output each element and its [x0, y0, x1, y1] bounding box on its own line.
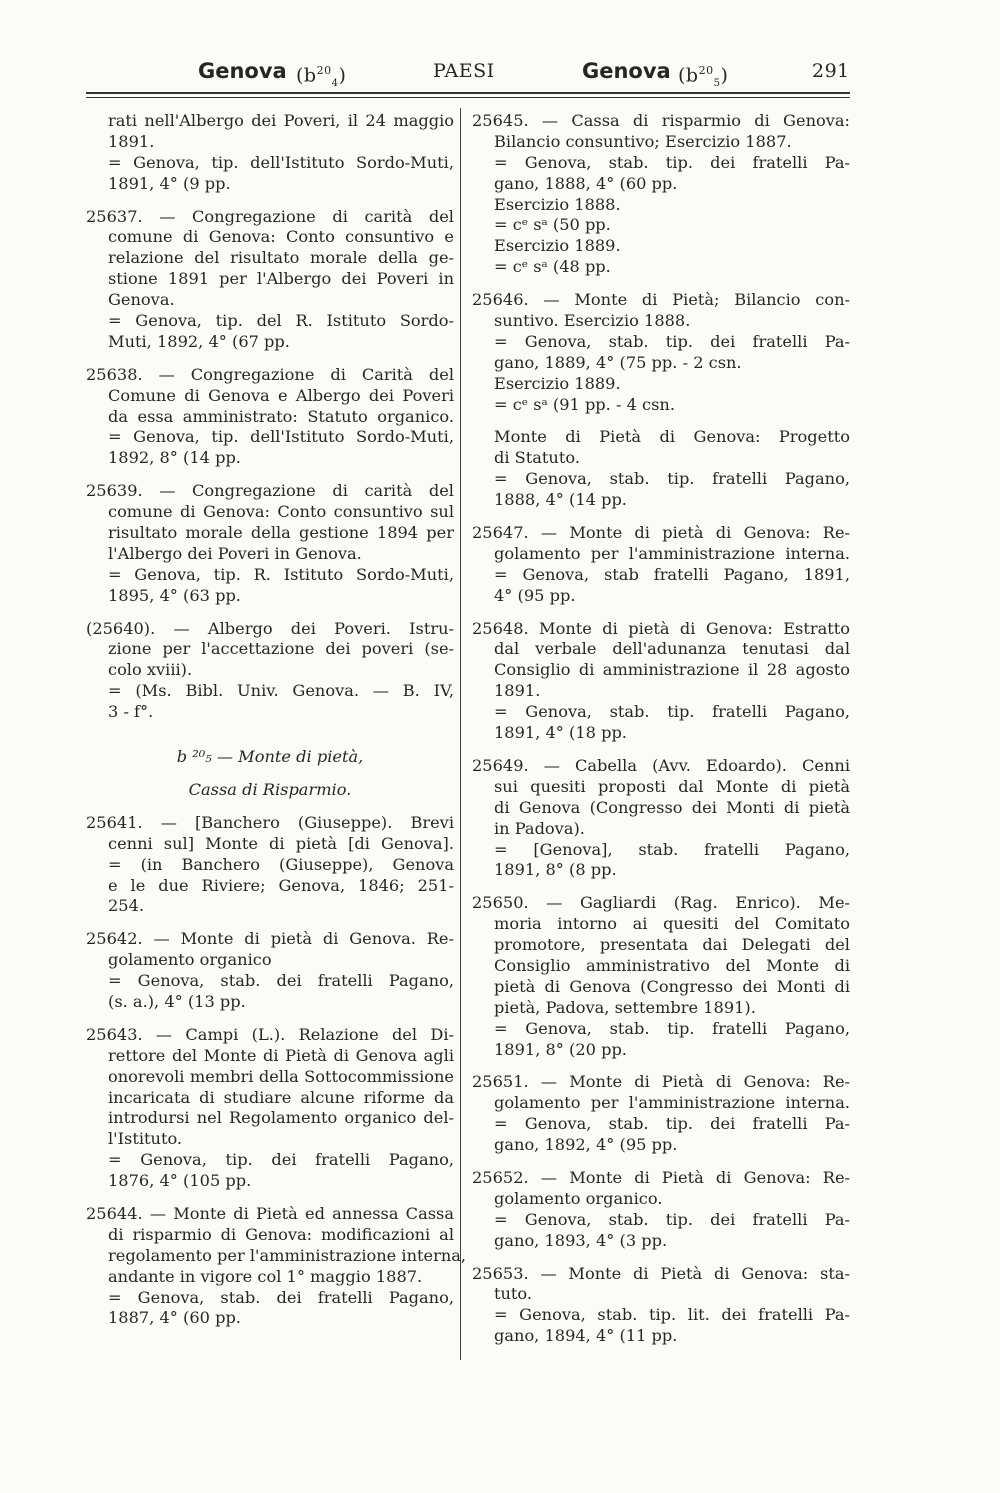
header-left-sig-sup: 20: [316, 64, 332, 77]
left-column-text-line: golamento organico: [108, 950, 272, 970]
right-column-text-line: golamento organico.: [494, 1188, 663, 1208]
left-column-text-line: stione 1891 per l'Albergo dei Poveri in: [108, 269, 454, 289]
header-right-sig-sub: 5: [713, 78, 721, 90]
right-column-text-line: moria intorno ai quesiti del Comitato: [494, 914, 850, 934]
right-column-text-line: Consiglio di amministrazione il 28 agosto: [494, 660, 850, 680]
right-column-text-line: = Genova, stab. tip. dei fratelli Pa-: [494, 1114, 850, 1134]
right-column-text-line: = cᵉ sᵃ (91 pp. - 4 csn.: [494, 394, 675, 414]
right-column-text-line: = Genova, stab fratelli Pagano, 1891,: [494, 564, 850, 584]
right-column-spacer: [472, 1060, 850, 1072]
right-column-spacer: [472, 744, 850, 756]
right-column-text-line: 25651. — Monte di Pietà di Genova: Re-: [472, 1072, 850, 1092]
left-column-text-line: Cassa di Risparmio.: [188, 779, 352, 799]
right-column-text-line: suntivo. Esercizio 1888.: [494, 311, 691, 331]
right-column: [472, 111, 850, 1347]
right-column-text-line: gano, 1889, 4° (75 pp. - 2 csn.: [494, 352, 742, 372]
header-rule-top: [86, 92, 850, 94]
right-column-text-line: 4° (95 pp.: [494, 585, 576, 605]
left-column-text-line: l'Albergo dei Poveri in Genova.: [108, 543, 362, 563]
left-column-text-line: 3 - f°.: [108, 702, 154, 722]
left-column-text-line: colo xviii).: [108, 660, 193, 680]
left-column-text-line: e le due Riviere; Genova, 1846; 251-: [108, 875, 454, 895]
left-column-text-line: 25639. — Congregazione di carità del: [86, 481, 454, 501]
running-header: [0, 54, 1000, 94]
right-column-text-line: 25652. — Monte di Pietà di Genova: Re-: [472, 1167, 850, 1187]
left-column-spacer: [86, 917, 454, 929]
right-column-text-line: = cᵉ sᵃ (50 pp.: [494, 215, 611, 235]
left-column-text-line: regolamento per l'amministrazione interna,: [108, 1245, 467, 1265]
right-column-text-line: 1891, 8° (20 pp.: [494, 1039, 627, 1059]
left-column-spacer: [86, 735, 454, 747]
right-column-text-line: di Genova (Congresso dei Monti di pietà: [494, 797, 850, 817]
left-column-text-line: Muti, 1892, 4° (67 pp.: [108, 331, 290, 351]
right-column-text-line: promotore, presentata dai Delegati del: [494, 935, 850, 955]
header-left-title: Genova: [198, 59, 287, 83]
right-column-spacer: [472, 415, 850, 427]
header-right-signature: [678, 54, 728, 101]
left-column-text-line: da essa amministrato: Statuto organico.: [108, 406, 454, 426]
right-column-text-line: golamento per l'amministrazione interna.: [494, 543, 850, 563]
header-left-sig-close: ): [338, 64, 347, 87]
left-column-text-line: andante in vigore col 1° maggio 1887.: [108, 1266, 423, 1286]
left-column-text-line: comune di Genova: Conto consuntivo e: [108, 227, 454, 247]
left-column-text-line: 1892, 8° (14 pp.: [108, 448, 241, 468]
right-column-text-line: 25653. — Monte di Pietà di Genova: sta-: [472, 1263, 850, 1283]
right-column-text-line: Bilancio consuntivo; Esercizio 1887.: [494, 131, 792, 151]
left-column-text-line: = Genova, tip. dei fratelli Pagano,: [108, 1150, 454, 1170]
left-column-spacer: [86, 801, 454, 813]
left-column-spacer: [86, 768, 454, 780]
left-column-text-line: = Genova, stab. dei fratelli Pagano,: [108, 1287, 454, 1307]
left-column-text-line: incaricata di studiare alcune riforme da: [108, 1087, 454, 1107]
left-column-text-line: comune di Genova: Conto consuntivo sul: [108, 502, 454, 522]
left-column-text-line: introdursi nel Regolamento organico del-: [108, 1108, 454, 1128]
right-column-text-line: pietà, Padova, settembre 1891).: [494, 997, 756, 1017]
left-column-spacer: [86, 607, 454, 619]
right-column-spacer: [472, 607, 850, 619]
header-right-sig-close: ): [720, 64, 729, 87]
left-column-text-line: relazione del risultato morale della ge-: [108, 248, 454, 268]
right-column-text-line: pietà di Genova (Congresso dei Monti di: [494, 976, 850, 996]
right-column-text-line: 25650. — Gagliardi (Rag. Enrico). Me-: [472, 893, 850, 913]
right-column-text-line: 1888, 4° (14 pp.: [494, 490, 627, 510]
right-column-text-line: Monte di Pietà di Genova: Progetto: [494, 427, 850, 447]
left-column-spacer: [86, 1013, 454, 1025]
header-right-sig-sup: 20: [698, 64, 714, 77]
left-column-text-line: 25643. — Campi (L.). Relazione del Di-: [86, 1024, 454, 1044]
left-column-text-line: 1891.: [108, 131, 155, 151]
left-column-text-line: = Genova, tip. dell'Istituto Sordo-Muti,: [108, 427, 454, 447]
right-column-text-line: = Genova, stab. tip. lit. dei fratelli Pa-: [494, 1305, 850, 1325]
right-column-text-line: = [Genova], stab. fratelli Pagano,: [494, 839, 850, 859]
left-column-text-line: cenni sul] Monte di pietà [di Genova].: [108, 833, 454, 853]
right-column-text-line: Consiglio amministrativo del Monte di: [494, 955, 850, 975]
left-column-text-line: 1891, 4° (9 pp.: [108, 173, 231, 193]
right-column-text-line: golamento per l'amministrazione interna.: [494, 1093, 850, 1113]
right-column-text-line: 25649. — Cabella (Avv. Edoardo). Cenni: [472, 755, 850, 775]
right-column-text-line: sui quesiti proposti dal Monte di pietà: [494, 776, 850, 796]
right-column-text-line: = Genova, stab. tip. dei fratelli Pa-: [494, 152, 850, 172]
left-column-text-line: 25644. — Monte di Pietà ed annessa Cassa: [86, 1203, 454, 1223]
right-column-text-line: gano, 1893, 4° (3 pp.: [494, 1230, 668, 1250]
left-column-text-line: = (in Banchero (Giuseppe), Genova: [108, 854, 454, 874]
left-column-text-line: = (Ms. Bibl. Univ. Genova. — B. IV,: [108, 681, 454, 701]
left-column-text-line: Genova.: [108, 290, 175, 310]
right-column-spacer: [472, 1252, 850, 1264]
right-column-text-line: 1891, 8° (8 pp.: [494, 860, 617, 880]
left-column-text-line: rettore del Monte di Pietà di Genova agli: [108, 1045, 454, 1065]
right-column-text-line: 25645. — Cassa di risparmio di Genova:: [472, 111, 850, 130]
right-column-text-line: Esercizio 1889.: [494, 373, 621, 393]
right-column-text-line: = Genova, stab. tip. fratelli Pagano,: [494, 702, 850, 722]
right-column-text-line: gano, 1888, 4° (60 pp.: [494, 173, 678, 193]
left-column-spacer: [86, 353, 454, 365]
right-column-text-line: Esercizio 1888.: [494, 194, 621, 214]
left-column-text-line: 1876, 4° (105 pp.: [108, 1171, 252, 1191]
right-column-spacer: [472, 511, 850, 523]
right-column-text-line: 25648. Monte di pietà di Genova: Estratto: [472, 618, 850, 638]
right-column-text-line: gano, 1894, 4° (11 pp.: [494, 1326, 678, 1346]
right-column-text-line: = Genova, stab. tip. fratelli Pagano,: [494, 469, 850, 489]
column-divider: [460, 108, 461, 1360]
left-column-text-line: Comune di Genova e Albergo dei Poveri: [108, 385, 454, 405]
left-column-spacer: [86, 469, 454, 481]
page-number: 291: [812, 60, 850, 82]
right-column-text-line: tuto.: [494, 1284, 533, 1304]
left-column-text-line: l'Istituto.: [108, 1129, 183, 1149]
right-column-spacer: [472, 881, 850, 893]
left-column-spacer: [86, 1192, 454, 1204]
left-column-text-line: = Genova, tip. dell'Istituto Sordo-Muti,: [108, 152, 454, 172]
left-column-text-line: = Genova, stab. dei fratelli Pagano,: [108, 971, 454, 991]
right-column-text-line: dal verbale dell'adunanza tenutasi dal: [494, 639, 850, 659]
left-column-text-line: = Genova, tip. del R. Istituto Sordo-: [108, 311, 454, 331]
left-column-text-line: b ²⁰₅ — Monte di pietà,: [176, 747, 364, 767]
left-column-text-line: rati nell'Albergo dei Poveri, il 24 maggio: [108, 111, 454, 130]
right-column-text-line: = Genova, stab. tip. dei fratelli Pa-: [494, 331, 850, 351]
right-column-text-line: in Padova).: [494, 818, 585, 838]
left-column-text-line: 1887, 4° (60 pp.: [108, 1308, 241, 1328]
left-column-text-line: (25640). — Albergo dei Poveri. Istru-: [86, 618, 454, 638]
left-column-text-line: 25637. — Congregazione di carità del: [86, 206, 454, 226]
header-left-sig-open: (b: [296, 64, 317, 87]
left-column-spacer: [86, 723, 454, 735]
right-column-text-line: gano, 1892, 4° (95 pp.: [494, 1135, 678, 1155]
right-column-text-line: Esercizio 1889.: [494, 236, 621, 256]
header-right-title: Genova: [582, 59, 671, 83]
left-column-spacer: [86, 195, 454, 207]
right-column-spacer: [472, 1156, 850, 1168]
left-column-text-line: 25638. — Congregazione di Carità del: [86, 364, 454, 384]
right-column-text-line: = Genova, stab. tip. fratelli Pagano,: [494, 1018, 850, 1038]
right-column-text-line: 1891.: [494, 681, 541, 701]
left-column-text-line: = Genova, tip. R. Istituto Sordo-Muti,: [108, 564, 454, 584]
header-left-signature: [296, 54, 346, 101]
left-column-text-line: di risparmio di Genova: modificazioni al: [108, 1224, 454, 1244]
header-left-sig-sub: 4: [331, 78, 339, 90]
left-column-text-line: zione per l'accettazione dei poveri (se-: [108, 639, 454, 659]
right-column-text-line: 1891, 4° (18 pp.: [494, 723, 627, 743]
left-column-text-line: onorevoli membri della Sottocommissione: [108, 1066, 454, 1086]
left-column: [86, 111, 467, 1329]
header-rule-bottom: [86, 97, 850, 98]
left-column-text-line: 254.: [108, 896, 145, 916]
right-column-text-line: = cᵉ sᵃ (48 pp.: [494, 257, 611, 277]
right-column-text-line: = Genova, stab. tip. dei fratelli Pa-: [494, 1209, 850, 1229]
right-column-text-line: 25647. — Monte di pietà di Genova: Re-: [472, 523, 850, 543]
right-column-spacer: [472, 278, 850, 290]
left-column-text-line: 25642. — Monte di pietà di Genova. Re-: [86, 929, 454, 949]
right-column-text-line: di Statuto.: [494, 448, 580, 468]
right-column-text-line: 25646. — Monte di Pietà; Bilancio con-: [472, 290, 850, 310]
left-column-text-line: 25641. — [Banchero (Giuseppe). Brevi: [86, 812, 454, 832]
left-column-text-line: 1895, 4° (63 pp.: [108, 585, 241, 605]
left-column-text-line: risultato morale della gestione 1894 per: [108, 523, 454, 543]
header-right-sig-open: (b: [678, 64, 699, 87]
left-column-text-line: (s. a.), 4° (13 pp.: [108, 991, 246, 1011]
header-section: PAESI: [433, 60, 495, 82]
